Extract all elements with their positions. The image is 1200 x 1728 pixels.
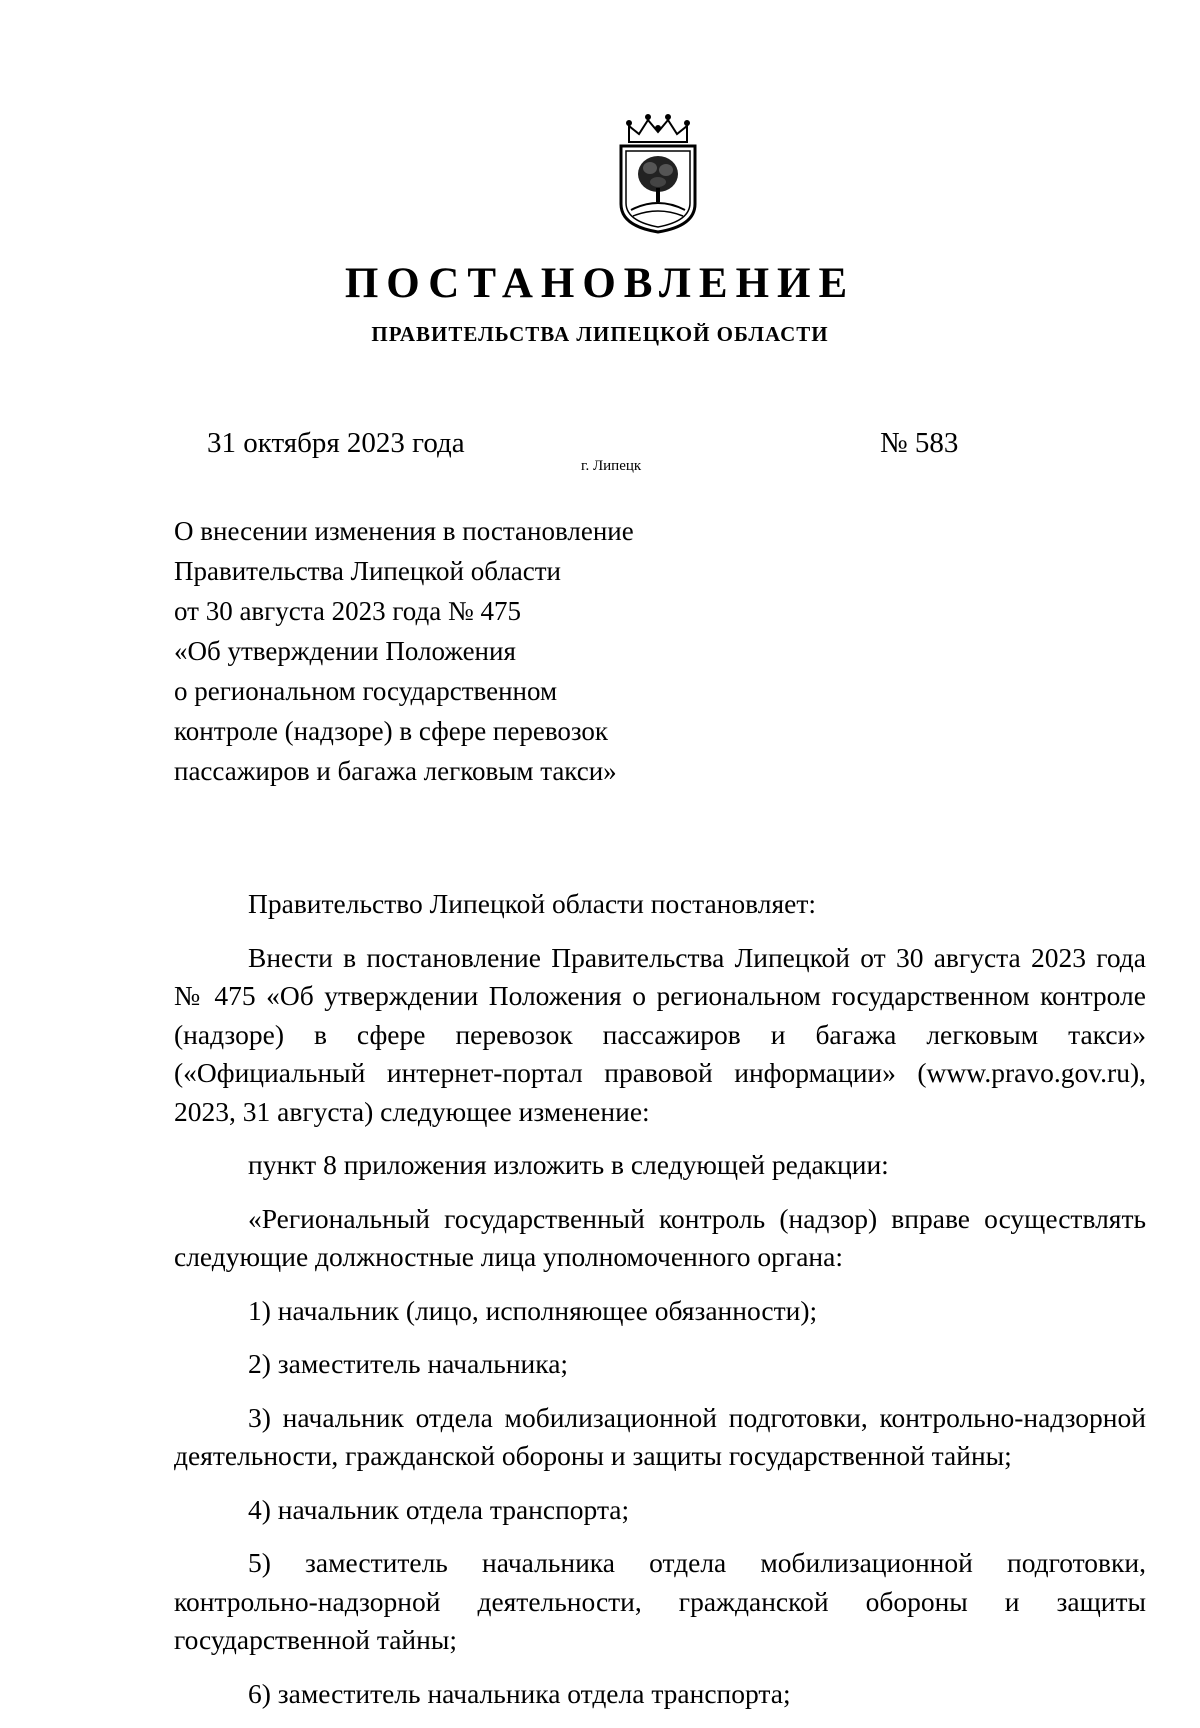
document-body: [174, 885, 1146, 1728]
coat-of-arms-emblem: [615, 112, 701, 234]
document-number: № 583: [880, 427, 959, 459]
document-heading: [174, 511, 734, 791]
body-paragraph: Внести в постановление Правительства Липецкой от 30 августа 2023 года № 475 «Об утверждении Положения о региональном государственном контроле (надзоре) в сфере перевозок пассажиров и багажа легковым такси» («Официальный интернет-портал правовой информации» (www.pravo.gov.ru), 2023, 31 августа) следующее изменение:: [174, 941, 1146, 1127]
heading-line: О внесении изменения в постановление: [174, 516, 634, 546]
heading-line: пассажиров и багажа легковым такси»: [174, 756, 617, 786]
body-paragraph: 4) начальник отдела транспорта;: [248, 1493, 630, 1525]
body-paragraph: Правительство Липецкой области постановляет:: [248, 888, 817, 919]
body-paragraph: 6) заместитель начальника отдела транспорта;: [248, 1677, 791, 1709]
heading-line: «Об утверждении Положения: [174, 636, 516, 666]
document-date: 31 октября 2023 года: [207, 427, 465, 459]
body-paragraph: 1) начальник (лицо, исполняющее обязанности);: [248, 1294, 818, 1326]
heading-line: о региональном государственном: [174, 676, 558, 706]
document-city: г. Липецк: [581, 458, 642, 474]
body-paragraph: 3) начальник отдела мобилизационной подготовки, контрольно-надзорной деятельности, гражданской обороны и защиты государственной тайны;: [174, 1401, 1146, 1471]
document-subtitle: ПРАВИТЕЛЬСТВА ЛИПЕЦКОЙ ОБЛАСТИ: [371, 322, 829, 346]
heading-line: Правительства Липецкой области: [174, 556, 562, 586]
document-title: ПОСТАНОВЛЕНИЕ: [344, 260, 856, 307]
heading-line: контроле (надзоре) в сфере перевозок: [174, 716, 609, 746]
heading-line: от 30 августа 2023 года № 475: [174, 596, 521, 626]
body-paragraph: пункт 8 приложения изложить в следующей редакции:: [248, 1149, 889, 1180]
body-paragraph: 2) заместитель начальника;: [248, 1348, 569, 1379]
body-paragraph: «Региональный государственный контроль (надзор) вправе осуществлять следующие должностные лица уполномоченного органа:: [174, 1202, 1146, 1272]
body-paragraph: 5) заместитель начальника отдела мобилизационной подготовки, контрольно-надзорной деятельности, гражданской обороны и защиты государственной тайны;: [174, 1547, 1146, 1655]
